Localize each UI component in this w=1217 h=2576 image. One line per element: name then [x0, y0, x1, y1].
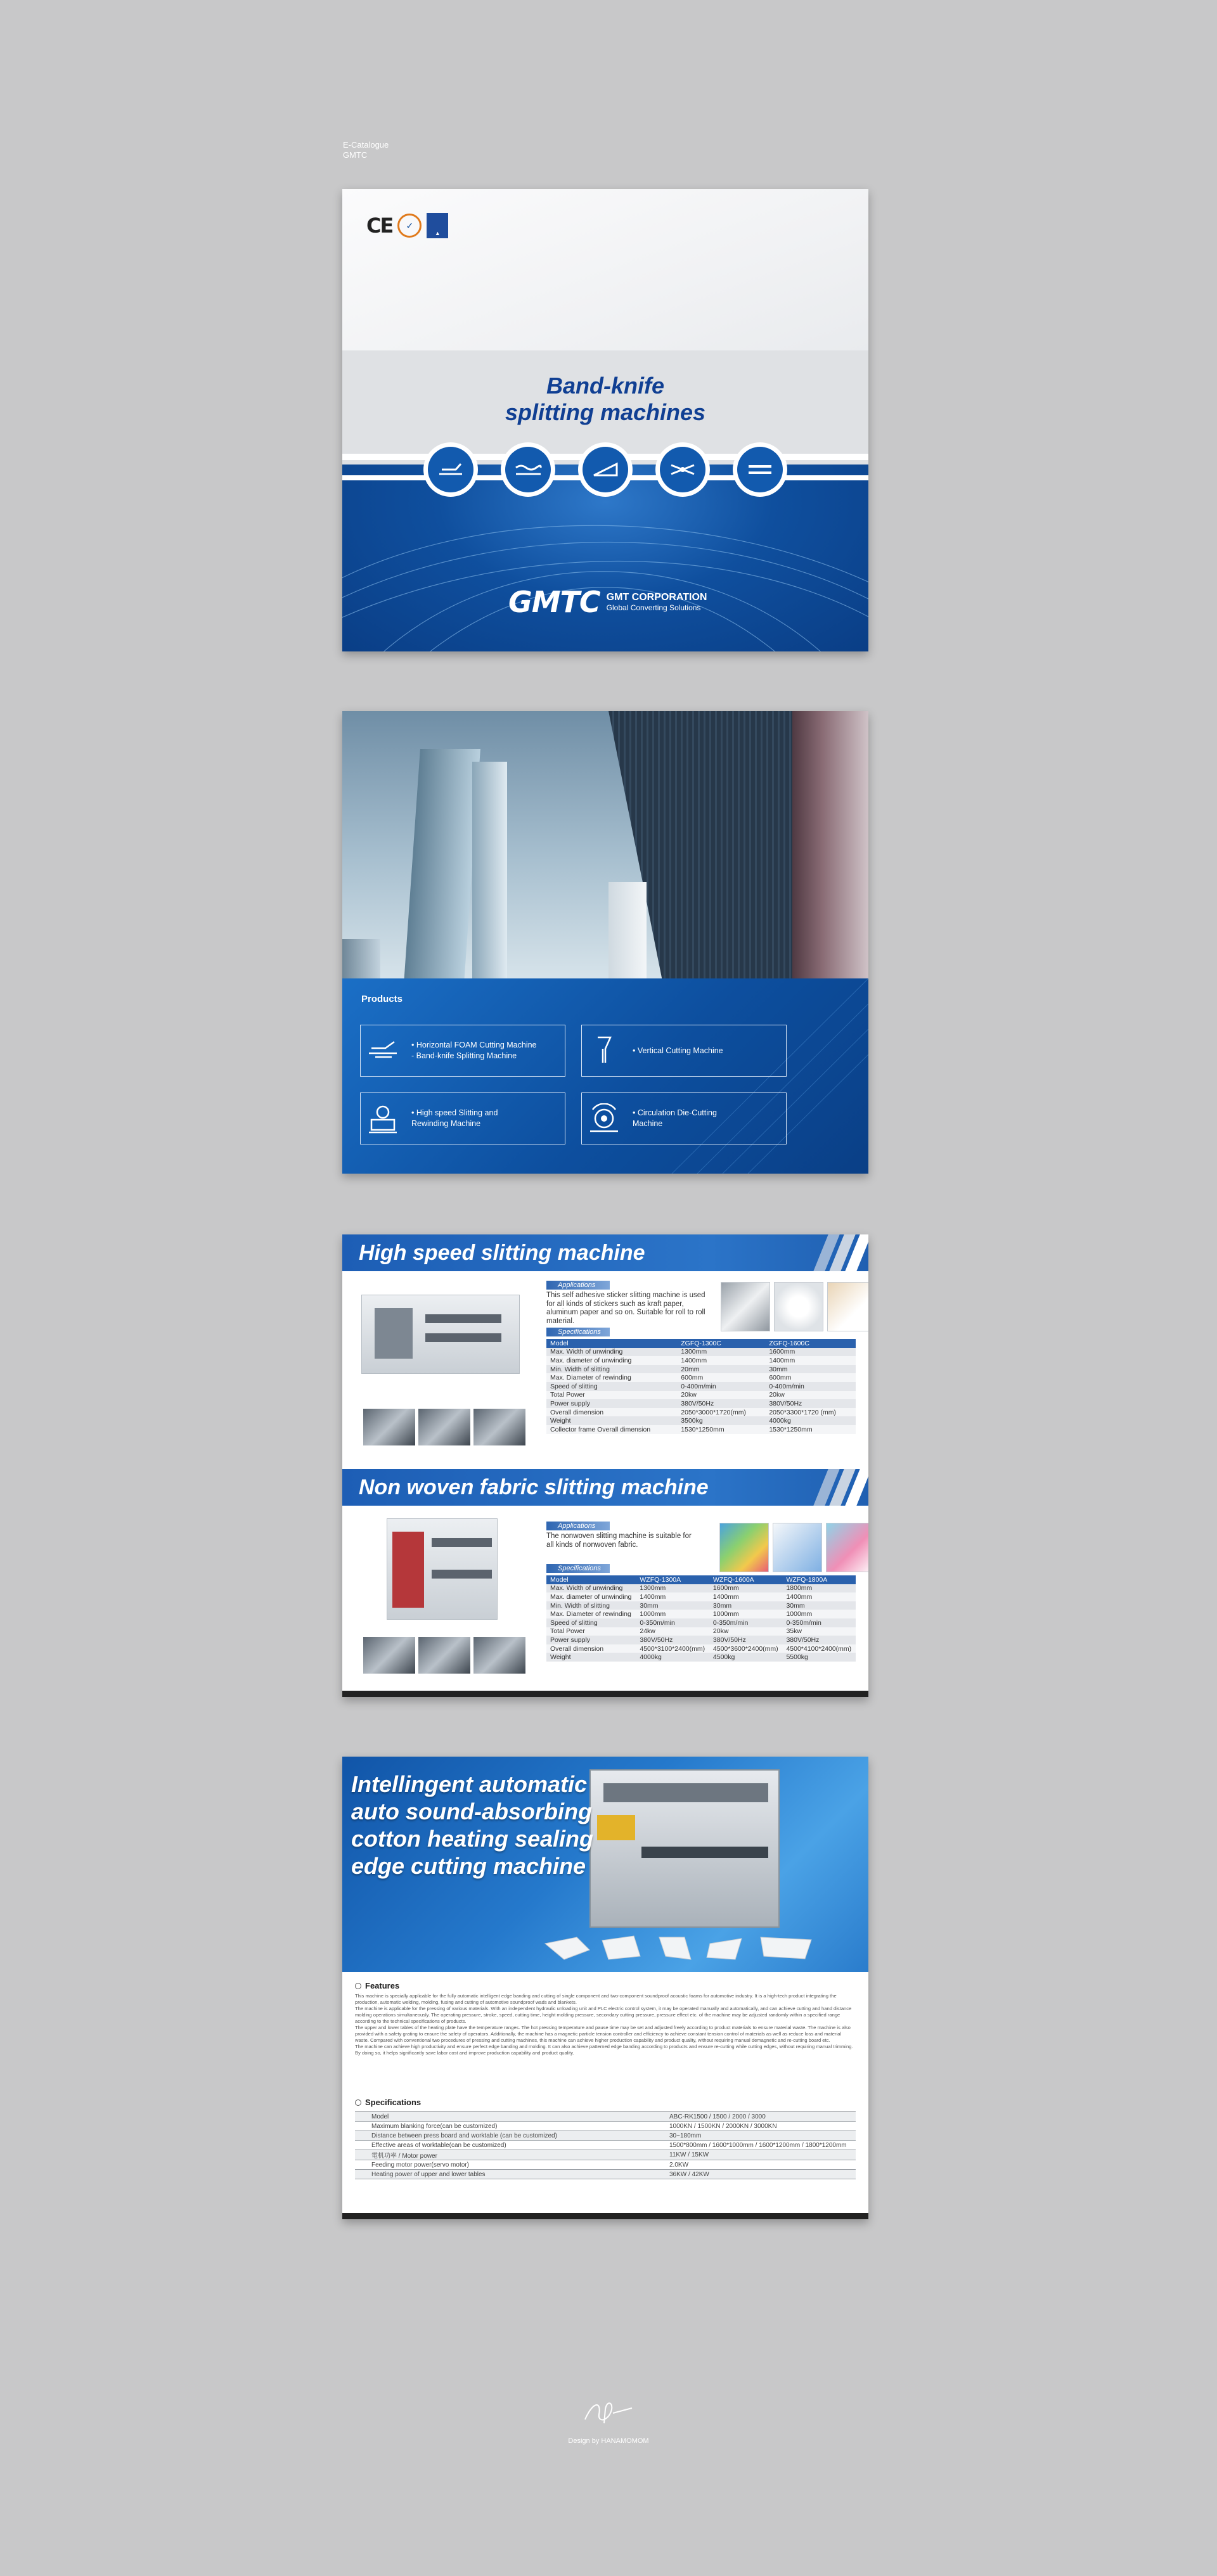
slitting-rewinding-icon: [361, 1093, 405, 1144]
table-cell: 30mm: [636, 1601, 709, 1610]
table-cell: 1400mm: [782, 1592, 856, 1601]
cover-page: [342, 189, 868, 651]
table-cell: Total Power: [546, 1391, 677, 1400]
table-cell: Max. Width of unwinding: [546, 1584, 636, 1593]
non-woven-header: Non woven fabric slitting machine: [342, 1469, 868, 1506]
table-cell: 36KW / 42KW: [653, 2170, 856, 2179]
products-page: [342, 711, 868, 1174]
table-cell: 5500kg: [782, 1653, 856, 1662]
features-text: This machine is specially applicable for the fully automatic intelligent edge banding and cutting of single component and two-component soundproof acoustic foams for automotive industry. It is a high-tech product integrating the production, automatic welding, molding, fusing and cutting of automotive soundproof wads and blankets. The machine is applicable for the pressing of various materials. With an independent hydraulic unloading unit and PLC electric control system, it may be operated manually and automatically, and can achieve cutting and hand distance molding operations simultaneously. The operating pressure, stroke, speed, cutting time, height molding pressure, secondary cutting pressure, pressure effect etc. of the machine may be adjusted randomly within a specified range according to the technical specifications of products. The upper and lower tables of the heating plate have the temperature ranges. The hot pressing temperature and pause time may be set and adjusted freely according to product materials to ensure material waste. The machine is also provided with a safety grating to ensure the safety of operators. Additionally, the machine has a magnetic particle tension controller and efficiency to achieve constant tension control of materials as well as reduce loss and material waste. Compared with conventional two procedures of pressing and cutting machines, this machine can achieve higher production capability and product quality, without requiring manual demagnetic and re-cutting board etc. The machine can achieve high productivity and ensure perfect edge banding and molding. It can also achieve patterned edge banding according to products and ensure re-cutting while cutting edges, without requiring manual trimming. By doing so, it helps significantly save labor cost and improve production capability and product quality.: [355, 1993, 853, 2056]
table-row: [546, 1408, 856, 1417]
table-cell: Effective areas of worktable(can be customized): [355, 2141, 653, 2150]
table-cell: 11KW / 15KW: [653, 2150, 856, 2160]
table-cell: Maximum blanking force(can be customized): [355, 2122, 653, 2131]
detail-photo: [418, 1637, 470, 1674]
non-woven-machine-image: [387, 1518, 498, 1620]
detail-photo: [363, 1409, 415, 1445]
table-cell: 20mm: [677, 1365, 765, 1374]
table-cell: ABC-RK1500 / 1500 / 2000 / 3000: [653, 2112, 856, 2122]
product-item-die-cutting[interactable]: • Circulation Die-Cutting Machine: [581, 1093, 787, 1144]
quality-badge-icon: ✓: [397, 214, 422, 238]
table-cell: Min. Width of slitting: [546, 1601, 636, 1610]
horizontal-cutting-icon: [361, 1025, 405, 1076]
table-row: [546, 1373, 856, 1382]
table-cell: 0-400m/min: [765, 1382, 856, 1391]
sample-image: [827, 1282, 868, 1331]
table-cell: 1300mm: [677, 1348, 765, 1357]
table-row: [355, 2160, 856, 2170]
table-cell: Heating power of upper and lower tables: [355, 2170, 653, 2179]
certification-logos: [366, 213, 448, 238]
table-row: [546, 1356, 856, 1365]
table-row: [355, 2131, 856, 2141]
applications-text: This self adhesive sticker slitting machine is used for all kinds of stickers such as kraft paper, aluminum paper and so on. Suitable for roll to roll material.: [546, 1291, 705, 1325]
table-header-row: Model ZGFQ-1300C ZGFQ-1600C: [546, 1339, 856, 1348]
table-row: [546, 1416, 856, 1425]
table-cell: Power supply: [546, 1636, 636, 1644]
bullet-circle-icon: [355, 2099, 361, 2106]
catalog-tag: [343, 140, 389, 160]
table-cell: 0-350m/min: [782, 1618, 856, 1627]
table-cell: 0-400m/min: [677, 1382, 765, 1391]
cover-title: Band-knife splitting machines: [505, 373, 706, 425]
table-cell: Max. Diameter of rewinding: [546, 1610, 636, 1618]
table-row: [546, 1592, 856, 1601]
table-cell: 1600mm: [709, 1584, 783, 1593]
table-cell: Weight: [546, 1653, 636, 1662]
specifications-label: Specifications: [546, 1328, 610, 1336]
table-row: [546, 1644, 856, 1653]
table-cell: 380V/50Hz: [677, 1399, 765, 1408]
table-cell: 600mm: [765, 1373, 856, 1382]
table-row: [355, 2122, 856, 2131]
roll-icon: [733, 442, 787, 497]
table-cell: 1400mm: [765, 1356, 856, 1365]
detail-photo: [363, 1637, 415, 1674]
table-cell: 20kw: [709, 1627, 783, 1636]
table-cell: Min. Width of slitting: [546, 1365, 677, 1374]
table-row: [546, 1601, 856, 1610]
table-cell: 0-350m/min: [709, 1618, 783, 1627]
table-header-row: Model WZFQ-1300A WZFQ-1600A WZFQ-1800A: [546, 1575, 856, 1584]
table-row: [546, 1584, 856, 1593]
table-row: [546, 1618, 856, 1627]
vertical-cutting-icon: [582, 1025, 626, 1076]
high-speed-machine-image: [361, 1295, 520, 1374]
automatic-title: Intellingent automatic auto sound-absorbing cotton heating sealing edge cutting machine: [351, 1771, 594, 1879]
table-cell: 600mm: [677, 1373, 765, 1382]
designer-signature-icon: [574, 2395, 643, 2430]
table-cell: Max. diameter of unwinding: [546, 1356, 677, 1365]
sample-image: [721, 1282, 770, 1331]
table-cell: 1000mm: [782, 1610, 856, 1618]
detail-photo: [473, 1637, 525, 1674]
table-row: [355, 2150, 856, 2160]
detail-photo: [473, 1409, 525, 1445]
table-cell: 4500kg: [709, 1653, 783, 1662]
table-cell: 1000KN / 1500KN / 2000KN / 3000KN: [653, 2122, 856, 2131]
table-cell: 20kw: [765, 1391, 856, 1400]
automatic-machine-page: [342, 1757, 868, 2219]
slitting-machines-page: [342, 1234, 868, 1697]
table-cell: 1530*1250mm: [677, 1425, 765, 1434]
gmtc-logo: GMTC GMT CORPORATION Global Converting Solutions: [508, 585, 707, 619]
table-cell: Model: [355, 2112, 653, 2122]
table-cell: 電机功率 / Motor power: [355, 2150, 653, 2160]
city-skyline-image: [342, 711, 868, 978]
automatic-spec-table: [355, 2111, 856, 2179]
table-cell: 30~180mm: [653, 2131, 856, 2141]
table-cell: 1400mm: [709, 1592, 783, 1601]
table-row: [546, 1399, 856, 1408]
table-cell: 1000mm: [709, 1610, 783, 1618]
table-cell: Collector frame Overall dimension: [546, 1425, 677, 1434]
sample-image: [773, 1523, 822, 1572]
table-row: [355, 2170, 856, 2179]
table-row: [546, 1382, 856, 1391]
table-cell: Max. Diameter of rewinding: [546, 1373, 677, 1382]
applications-label: Applications: [546, 1522, 610, 1530]
specifications-heading: Specifications: [355, 2098, 421, 2107]
table-row: [546, 1391, 856, 1400]
table-row: [355, 2141, 856, 2150]
foam-cutting-icon: [501, 442, 555, 497]
table-cell: 1600mm: [765, 1348, 856, 1357]
table-cell: Speed of slitting: [546, 1382, 677, 1391]
table-cell: 1400mm: [677, 1356, 765, 1365]
foam-parts-image: [539, 1931, 818, 1963]
product-item-horizontal-foam[interactable]: • Horizontal FOAM Cutting Machine - Band-knife Splitting Machine: [360, 1025, 565, 1077]
table-cell: 1400mm: [636, 1592, 709, 1601]
table-cell: Overall dimension: [546, 1408, 677, 1417]
die-cutting-icon: [582, 1093, 626, 1144]
table-cell: 2050*3000*1720(mm): [677, 1408, 765, 1417]
table-cell: Speed of slitting: [546, 1618, 636, 1627]
table-cell: 30mm: [782, 1601, 856, 1610]
table-cell: Overall dimension: [546, 1644, 636, 1653]
table-cell: 380V/50Hz: [765, 1399, 856, 1408]
high-speed-header: High speed slitting machine: [342, 1234, 868, 1271]
table-cell: Max. Width of unwinding: [546, 1348, 677, 1357]
non-woven-spec-table: [546, 1575, 856, 1662]
applications-text: The nonwoven slitting machine is suitable for all kinds of nonwoven fabric.: [546, 1532, 692, 1549]
high-speed-spec-table: [546, 1339, 856, 1434]
table-row: [546, 1425, 856, 1434]
blade-splitting-icon: [423, 442, 478, 497]
product-item-vertical-cutting[interactable]: • Vertical Cutting Machine: [581, 1025, 787, 1077]
table-cell: 4000kg: [636, 1653, 709, 1662]
table-row: [546, 1365, 856, 1374]
table-cell: 30mm: [709, 1601, 783, 1610]
table-cell: 380V/50Hz: [709, 1636, 783, 1644]
features-heading: Features: [355, 1981, 399, 1990]
table-cell: 380V/50Hz: [782, 1636, 856, 1644]
table-cell: 380V/50Hz: [636, 1636, 709, 1644]
ce-mark-icon: CE: [366, 214, 393, 238]
table-row: [546, 1348, 856, 1357]
table-cell: 2.0KW: [653, 2160, 856, 2170]
detail-photo: [418, 1409, 470, 1445]
product-item-high-speed-slitting[interactable]: • High speed Slitting and Rewinding Machine: [360, 1093, 565, 1144]
table-cell: 2050*3300*1720 (mm): [765, 1408, 856, 1417]
catalog-tag-line1: E-Catalogue: [343, 140, 389, 150]
table-cell: 1300mm: [636, 1584, 709, 1593]
table-cell: 3500kg: [677, 1416, 765, 1425]
design-credit: Design by HANAMOMOM: [568, 2437, 649, 2445]
table-cell: 1000mm: [636, 1610, 709, 1618]
sample-image: [719, 1523, 769, 1572]
table-row: [546, 1653, 856, 1662]
table-row: [355, 2112, 856, 2122]
table-cell: 24kw: [636, 1627, 709, 1636]
table-cell: 20kw: [677, 1391, 765, 1400]
sample-image: [774, 1282, 823, 1331]
sealing-machine-image: [589, 1769, 780, 1928]
iso-badge-icon: ▲: [427, 213, 448, 238]
table-row: [546, 1636, 856, 1644]
table-row: [546, 1610, 856, 1618]
specifications-label: Specifications: [546, 1564, 610, 1573]
table-cell: 4500*3100*2400(mm): [636, 1644, 709, 1653]
table-cell: 35kw: [782, 1627, 856, 1636]
table-cell: Weight: [546, 1416, 677, 1425]
slitting-icon: [578, 442, 633, 497]
table-cell: 4500*4100*2400(mm): [782, 1644, 856, 1653]
bullet-circle-icon: [355, 1983, 361, 1989]
table-cell: 1530*1250mm: [765, 1425, 856, 1434]
table-cell: Distance between press board and worktable (can be customized): [355, 2131, 653, 2141]
table-cell: 30mm: [765, 1365, 856, 1374]
products-title: Products: [361, 994, 403, 1004]
table-cell: Max. diameter of unwinding: [546, 1592, 636, 1601]
table-cell: 4500*3600*2400(mm): [709, 1644, 783, 1653]
applications-label: Applications: [546, 1281, 610, 1290]
table-cell: Total Power: [546, 1627, 636, 1636]
process-icons-row: [342, 442, 868, 497]
sample-image: [826, 1523, 868, 1572]
table-cell: 1800mm: [782, 1584, 856, 1593]
table-cell: Power supply: [546, 1399, 677, 1408]
table-cell: 4000kg: [765, 1416, 856, 1425]
table-cell: 1500*800mm / 1600*1000mm / 1600*1200mm / 1800*1200mm: [653, 2141, 856, 2150]
table-cell: 0-350m/min: [636, 1618, 709, 1627]
catalog-tag-line2: GMTC: [343, 150, 368, 160]
table-cell: Feeding motor power(servo motor): [355, 2160, 653, 2170]
rewinding-icon: [655, 442, 710, 497]
table-row: [546, 1627, 856, 1636]
